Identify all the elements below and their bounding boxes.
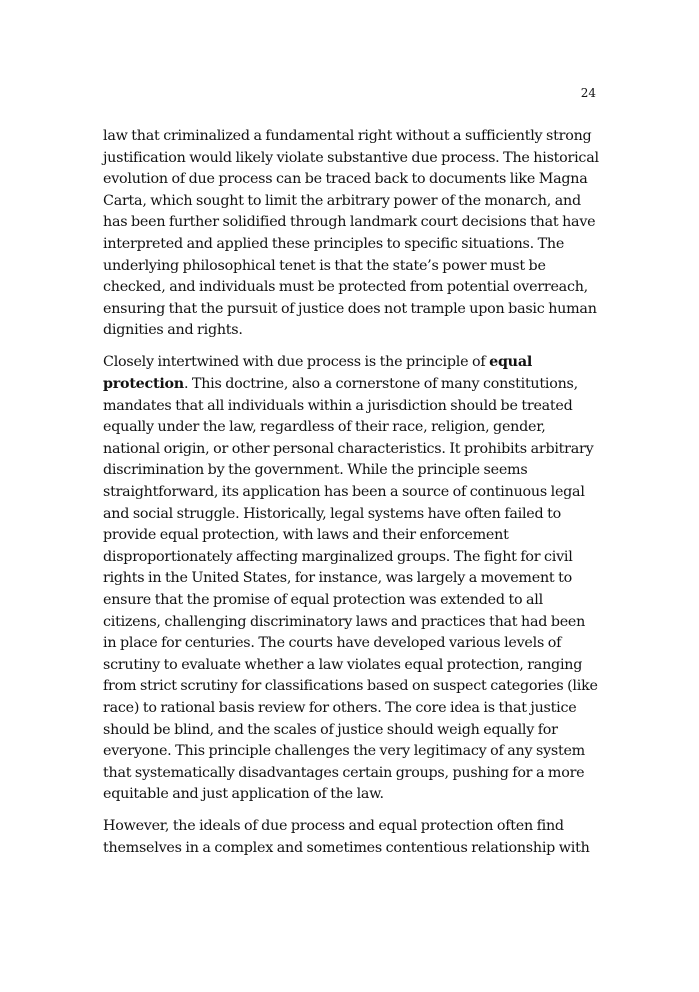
paragraph-relationship: However, the ideals of due process and equal protection often find themselves in a complex and sometimes contentious relationship with bbox=[103, 818, 590, 856]
paragraph-text-rest: . This doctrine, also a cornerstone of many constitutions, mandates that all individuals within a jurisdiction should be treated equally under the law, regardless of their race, religion, gender, national origin, or other personal characteristics. It prohibits arbitrary discrimination by the government. While the principle seems straightforward, its application has been a source of continuous legal and social struggle. Historically, legal systems have often failed to provide equal protection, with laws and their enforcement disproportionately affecting marginalized groups. The fight for civil rights in the United States, for instance, was largely a movement to ensure that the promise of equal protection was extended to all citizens, challenging discriminatory laws and practices that had been in place for centuries. The courts have developed various levels of scrutiny to evaluate whether a law violates equal protection, ranging from strict scrutiny for classifications based on suspect categories (like race) to rational basis review for others. The core idea is that justice should be blind, and the scales of justice should weigh equally for everyone. This principle challenges the very legitimacy of any system that systematically disadvantages certain groups, pushing for a more equitable and just application of the law. bbox=[103, 376, 598, 803]
page-number: 24 bbox=[580, 86, 596, 100]
paragraph-text-start: Closely intertwined with due process is the principle of bbox=[103, 354, 490, 371]
emphasized-term: equal protection bbox=[103, 354, 533, 393]
paragraph-equal-protection bbox=[103, 352, 599, 805]
body-text bbox=[103, 126, 599, 870]
paragraph-due-process: law that criminalized a fundamental right without a sufficiently strong justification would likely violate substantive due process. The historical evolution of due process can be traced back to documents like Magna Carta, which sought to limit the arbitrary power of the monarch, and has been further solidified through landmark court decisions that have interpreted and applied these principles to specific situations. The underlying philosophical tenet is that the state’s power must be checked, and individuals must be protected from potential overreach, ensuring that the pursuit of justice does not trample upon basic human dignities and rights. bbox=[103, 128, 599, 339]
